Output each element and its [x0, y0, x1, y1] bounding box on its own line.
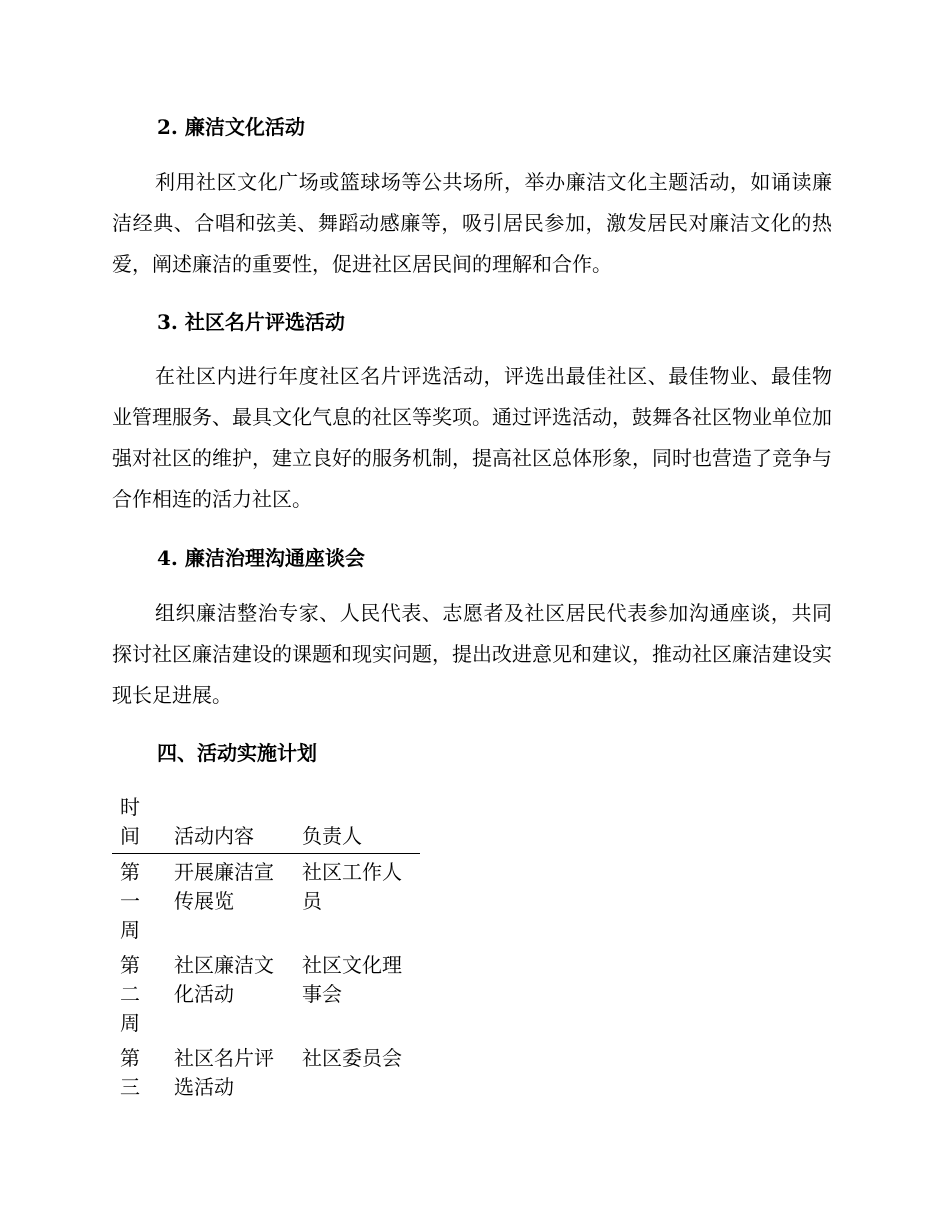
header-owner: 负责人 [302, 824, 362, 848]
header-time: 时间 [120, 795, 140, 848]
cell-time: 第二周 [120, 953, 140, 1035]
cell-owner: 社区工作人员 [302, 860, 402, 913]
cell-owner: 社区委员会 [302, 1046, 402, 1070]
plan-heading: 四、活动实施计划 [157, 741, 317, 765]
table-header-row [112, 793, 420, 854]
table-row [112, 854, 420, 948]
cell-time: 第一周 [120, 860, 140, 942]
table-row [112, 1040, 420, 1104]
cell-activity: 开展廉洁宣传展览 [174, 860, 274, 913]
cell-activity: 社区名片评选活动 [174, 1046, 274, 1099]
section-body-forum: 组织廉洁整治专家、人民代表、志愿者及社区居民代表参加沟通座谈，共同探讨社区廉洁建设的课题和现实问题，提出改进意见和建议，推动社区廉洁建设实现长足进展。 [112, 601, 832, 707]
table-row [112, 947, 420, 1040]
cell-owner: 社区文化理事会 [302, 953, 402, 1006]
section-body-culture: 利用社区文化广场或篮球场等公共场所，举办廉洁文化主题活动，如诵读廉洁经典、合唱和弦美、舞蹈动感廉等，吸引居民参加，激发居民对廉洁文化的热爱，阐述廉洁的重要性，促进社区居民间的理解和合作。 [112, 170, 832, 276]
cell-activity: 社区廉洁文化活动 [174, 953, 274, 1006]
section-body-card-selection: 在社区内进行年度社区名片评选活动，评选出最佳社区、最佳物业、最佳物业管理服务、最具文化气息的社区等奖项。通过评选活动，鼓舞各社区物业单位加强对社区的维护，建立良好的服务机制，提高社区总体形象，同时也营造了竞争与合作相连的活力社区。 [112, 364, 832, 511]
plan-table [112, 793, 420, 1104]
section-heading-card-selection: 3. 社区名片评选活动 [157, 310, 345, 334]
cell-time: 第三 [120, 1046, 140, 1099]
section-heading-forum: 4. 廉洁治理沟通座谈会 [157, 546, 365, 570]
header-activity: 活动内容 [174, 824, 254, 848]
section-heading-culture: 2. 廉洁文化活动 [157, 115, 305, 139]
